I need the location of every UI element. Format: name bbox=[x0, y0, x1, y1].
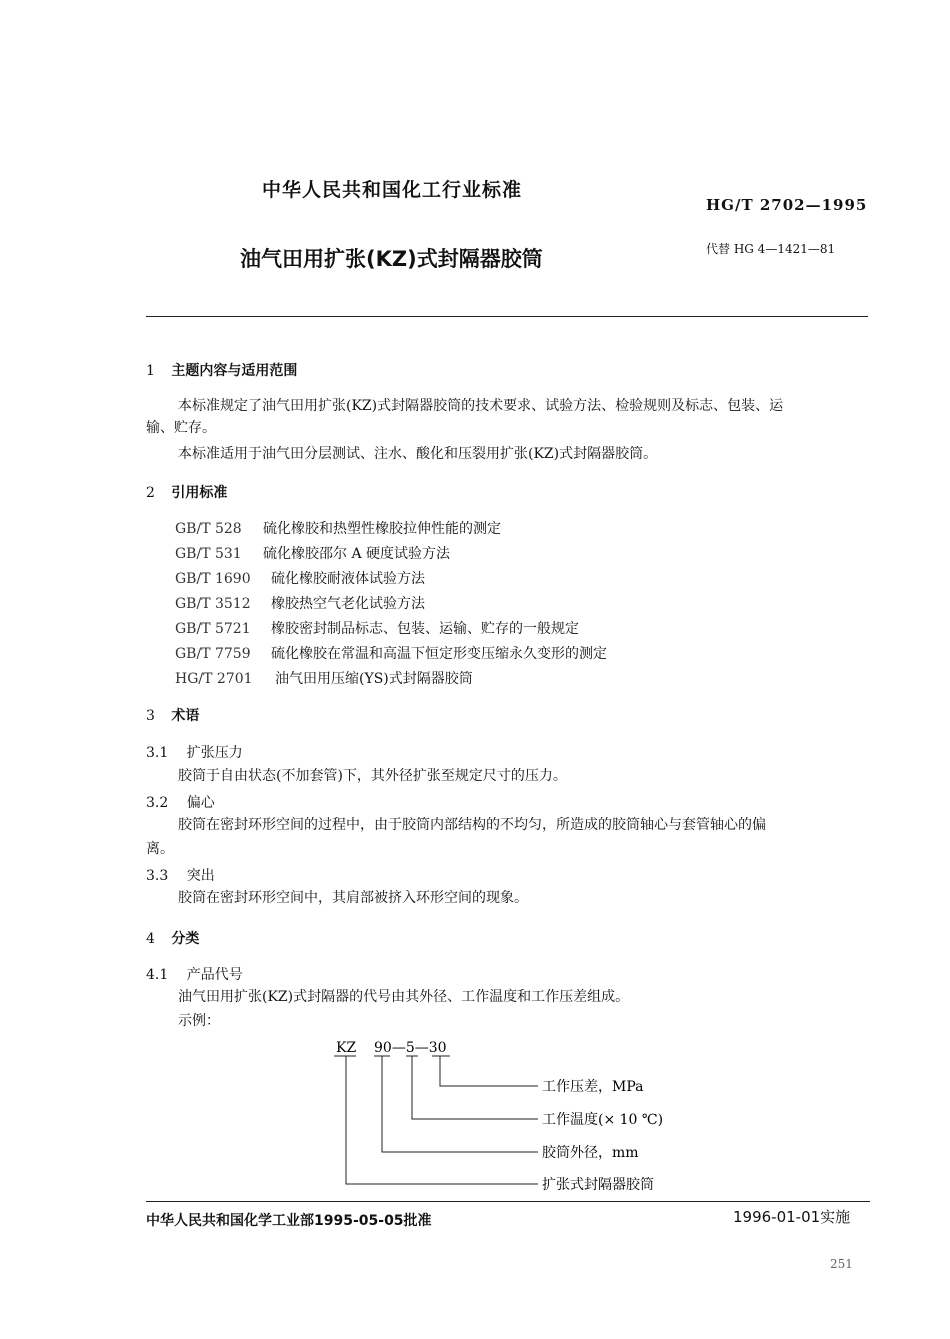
issuing-authority: 中华人民共和国化工行业标准 bbox=[262, 179, 523, 201]
paragraph: 胶筒在密封环形空间的过程中，由于胶筒内部结构的不均匀，所造成的胶筒轴心与套管轴心的偏 bbox=[178, 817, 766, 833]
reference-code: GB/T 7759 bbox=[175, 646, 251, 662]
section-title: 分类 bbox=[171, 931, 200, 947]
reference-code: GB/T 5721 bbox=[175, 621, 251, 637]
section-4-heading bbox=[146, 928, 199, 948]
subsection-heading bbox=[146, 865, 215, 885]
section-title: 术语 bbox=[171, 708, 200, 724]
label-working-temperature: 工作温度(× 10 ℃) bbox=[542, 1112, 664, 1128]
pressure-leader bbox=[440, 1056, 538, 1086]
subsection-heading bbox=[146, 964, 243, 984]
replaces-standard: 代替 HG 4—1421—81 bbox=[706, 242, 836, 256]
paragraph: 本标准适用于油气田分层测试、注水、酸化和压裂用扩张(KZ)式封隔器胶筒。 bbox=[178, 446, 658, 462]
reference-item bbox=[175, 568, 425, 588]
paragraph: 胶筒在密封环形空间中，其肩部被挤入环形空间的现象。 bbox=[178, 890, 528, 906]
paragraph-continuation: 输、贮存。 bbox=[146, 420, 216, 436]
subsection-number: 3.3 bbox=[146, 868, 169, 884]
reference-code: GB/T 528 bbox=[175, 521, 242, 537]
label-outer-diameter: 胶筒外径，mm bbox=[542, 1145, 639, 1161]
subsection-title: 突出 bbox=[186, 868, 215, 884]
subsection-heading bbox=[146, 742, 243, 762]
reference-code: GB/T 3512 bbox=[175, 596, 251, 612]
type-leader bbox=[346, 1056, 538, 1184]
example-label: 示例： bbox=[178, 1013, 220, 1029]
section-title: 引用标准 bbox=[171, 485, 228, 501]
reference-title: 硫化橡胶在常温和高温下恒定形变压缩永久变形的测定 bbox=[271, 646, 607, 662]
reference-item bbox=[175, 643, 607, 663]
section-number: 4 bbox=[146, 931, 155, 947]
standard-code: HG/T 2702—1995 bbox=[706, 196, 868, 214]
subsection-number: 4.1 bbox=[146, 967, 169, 983]
reference-code: GB/T 1690 bbox=[175, 571, 251, 587]
approval-statement: 中华人民共和国化学工业部1995-05-05批准 bbox=[146, 1213, 432, 1229]
paragraph: 油气田用扩张(KZ)式封隔器的代号由其外径、工作温度和工作压差组成。 bbox=[178, 989, 630, 1005]
subsection-number: 3.2 bbox=[146, 795, 169, 811]
paragraph: 本标准规定了油气田用扩张(KZ)式封隔器胶筒的技术要求、试验方法、检验规则及标志、包装、运 bbox=[178, 398, 784, 414]
reference-item bbox=[175, 543, 450, 563]
reference-item bbox=[175, 618, 579, 638]
reference-item bbox=[175, 518, 501, 538]
footer-rule bbox=[146, 1201, 870, 1202]
subsection-title: 产品代号 bbox=[186, 967, 243, 983]
label-packer-type: 扩张式封隔器胶筒 bbox=[542, 1177, 654, 1193]
temp-leader bbox=[412, 1056, 538, 1119]
product-code-diagram bbox=[320, 1030, 720, 1195]
document-title: 油气田用扩张(KZ)式封隔器胶筒 bbox=[240, 247, 543, 271]
section-2-heading bbox=[146, 482, 227, 502]
reference-item bbox=[175, 593, 425, 613]
section-number: 1 bbox=[146, 363, 155, 379]
code-parameters: 90—5—30 bbox=[374, 1040, 447, 1056]
section-title: 主题内容与适用范围 bbox=[171, 363, 298, 379]
reference-title: 硫化橡胶邵尔 A 硬度试验方法 bbox=[263, 546, 451, 562]
subsection-title: 扩张压力 bbox=[186, 745, 243, 761]
reference-title: 橡胶热空气老化试验方法 bbox=[271, 596, 425, 612]
reference-title: 硫化橡胶和热塑性橡胶拉伸性能的测定 bbox=[263, 521, 501, 537]
subsection-heading bbox=[146, 792, 215, 812]
paragraph: 胶筒于自由状态(不加套管)下，其外径扩张至规定尺寸的压力。 bbox=[178, 768, 567, 784]
page-number: 251 bbox=[830, 1257, 853, 1271]
reference-title: 硫化橡胶耐液体试验方法 bbox=[271, 571, 425, 587]
od-leader bbox=[382, 1056, 538, 1152]
paragraph-continuation: 离。 bbox=[146, 841, 174, 857]
section-3-heading bbox=[146, 705, 199, 725]
reference-code: HG/T 2701 bbox=[175, 671, 253, 687]
subsection-title: 偏心 bbox=[186, 795, 215, 811]
reference-title: 油气田用压缩(YS)式封隔器胶筒 bbox=[275, 671, 473, 687]
code-kz: KZ bbox=[336, 1040, 357, 1056]
subsection-number: 3.1 bbox=[146, 745, 169, 761]
section-1-heading bbox=[146, 360, 297, 380]
reference-item bbox=[175, 668, 473, 688]
label-working-pressure: 工作压差，MPa bbox=[542, 1079, 644, 1095]
section-number: 2 bbox=[146, 485, 155, 501]
reference-code: GB/T 531 bbox=[175, 546, 242, 562]
section-number: 3 bbox=[146, 708, 155, 724]
reference-title: 橡胶密封制品标志、包装、运输、贮存的一般规定 bbox=[271, 621, 579, 637]
effective-date: 1996-01-01实施 bbox=[733, 1208, 851, 1226]
header-rule bbox=[146, 316, 868, 317]
